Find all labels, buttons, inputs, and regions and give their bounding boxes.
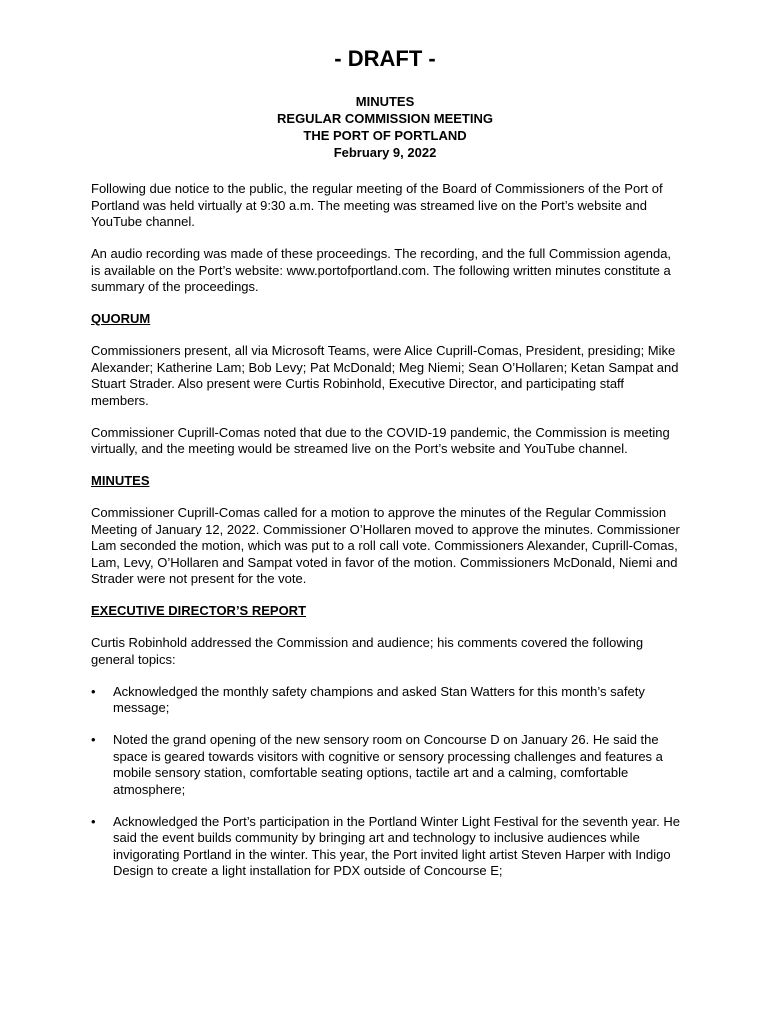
header-date: February 9, 2022: [333, 145, 437, 160]
bullet-icon: •: [91, 813, 96, 829]
quorum-paragraph-attendance: Commissioners present, all via Microsoft Teams, were Alice Cuprill-Comas, President, presiding; Mike Alexander; Katherine Lam; Bob Levy; Pat McDonald; Meg Niemi; Sean O’Hollaren; Ketan Sampat and Stuart Strader. Also present were Curtis Robinhold, Executive Director, and participating staff members.: [91, 343, 679, 408]
header-organization: THE PORT OF PORTLAND: [303, 128, 467, 143]
list-item-text: Acknowledged the Port’s participation in the Portland Winter Light Festival for the seventh year. He said the event builds community by bringing art and technology to inclusive audiences while invigorating Portland in the winter. This year, the Port invited light artist Steven Harper with Indigo Design to create a light installation for PDX outside of Concourse E;: [113, 813, 681, 878]
quorum-paragraph-covid: Commissioner Cuprill-Comas noted that due to the COVID-19 pandemic, the Commission is meeting virtually, and the meeting would be streamed live on the Port’s website and YouTube channel.: [91, 424, 670, 456]
header-minutes: MINUTES: [355, 94, 415, 109]
list-item-text: Noted the grand opening of the new sensory room on Concourse D on January 26. He said the space is geared towards visitors with cognitive or sensory processing challenges and features a mobile sensory station, comfortable seating options, tactile art and a calming, comfortable atmosphere;: [113, 732, 663, 797]
list-item: [91, 732, 681, 798]
list-item-text: Acknowledged the monthly safety champions and asked Stan Watters for this month’s safety message;: [113, 683, 645, 715]
executive-report-intro: Curtis Robinhold addressed the Commission and audience; his comments covered the following general topics:: [91, 635, 644, 667]
minutes-paragraph-motion: Commissioner Cuprill-Comas called for a motion to approve the minutes of the Regular Commission Meeting of January 12, 2022. Commissioner O’Hollaren moved to approve the minutes. Commissioner Lam seconded the motion, which was put to a roll call vote. Commissioners Alexander, Cuprill-Comas, Lam, Levy, O’Hollaren and Sampat voted in favor of the motion. Commissioners McDonald, Niemi and Strader were not present for the vote.: [91, 505, 680, 586]
section-heading-minutes: MINUTES: [91, 473, 150, 488]
document-body: [91, 181, 681, 895]
bullet-icon: •: [91, 683, 96, 699]
draft-watermark-heading: - DRAFT -: [334, 46, 436, 71]
header-meeting-type: REGULAR COMMISSION MEETING: [277, 111, 493, 126]
list-item: [91, 814, 681, 880]
executive-report-topics-list: [91, 684, 681, 880]
section-heading-quorum: QUORUM: [91, 311, 151, 326]
bullet-icon: •: [91, 732, 96, 747]
intro-paragraph-recording: An audio recording was made of these proceedings. The recording, and the full Commission agenda, is available on the Port’s website: www.portofportland.com. The following written minutes constitute a summary of the proceedings.: [91, 246, 672, 294]
section-heading-executive-report: EXECUTIVE DIRECTOR’S REPORT: [91, 603, 307, 618]
list-item: [91, 684, 681, 717]
document-header: [0, 93, 770, 161]
intro-paragraph-notice: Following due notice to the public, the regular meeting of the Board of Commissioners of the Port of Portland was held virtually at 9:30 a.m. The meeting was streamed live on the Port’s website and YouTube channel.: [91, 181, 663, 229]
